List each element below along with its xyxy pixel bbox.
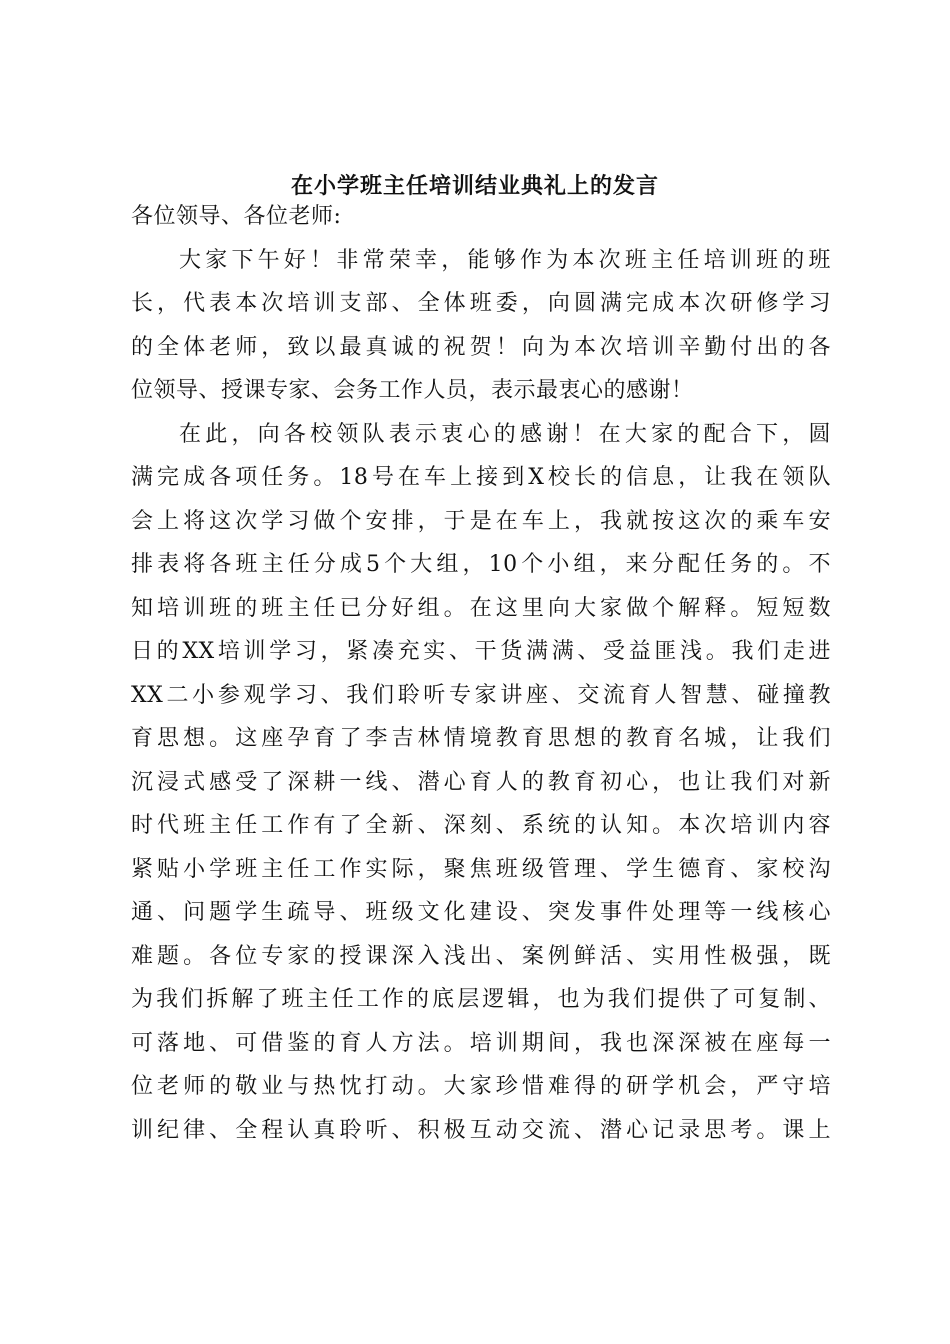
paragraph-2-line: 为我们拆解了班主任工作的底层逻辑，也为我们提供了可复制、 — [131, 987, 831, 1012]
salutation: 各位领导、各位老师: — [131, 204, 342, 229]
paragraph-2-line: 紧贴小学班主任工作实际，聚焦班级管理、学生德育、家校沟 — [131, 856, 831, 882]
paragraph-2-line: 育思想。这座孕育了李吉林情境教育思想的教育名城，让我们 — [131, 726, 831, 751]
paragraph-2-line: 难题。各位专家的授课深入浅出、案例鲜活、实用性极强，既 — [131, 943, 831, 969]
paragraph-2-line: 知培训班的班主任已分好组。在这里向大家做个解释。短短数 — [131, 595, 831, 621]
paragraph-1-line: 位领导、授课专家、会务工作人员，表示最衷心的感谢！ — [131, 378, 694, 403]
paragraph-2-line: 训纪律、全程认真聆听、积极互动交流、潜心记录思考。课上 — [131, 1117, 831, 1143]
paragraph-2-line: 通、问题学生疏导、班级文化建设、突发事件处理等一线核心 — [131, 900, 831, 925]
paragraph-2-line: 位老师的敬业与热忱打动。大家珍惜难得的研学机会，严守培 — [131, 1074, 831, 1099]
paragraph-2-line: 日的XX培训学习，紧凑充实、干货满满、受益匪浅。我们走进 — [131, 639, 831, 664]
paragraph-2-line: 会上将这次学习做个安排，于是在车上，我就按这次的乘车安 — [131, 508, 831, 534]
paragraph-2-line: 在此，向各校领队表示衷心的感谢！在大家的配合下，圆 — [179, 421, 831, 447]
paragraph-1-line: 大家下午好！非常荣幸，能够作为本次班主任培训班的班 — [179, 247, 831, 273]
document-body — [131, 195, 831, 1152]
paragraph-1-line: 长，代表本次培训支部、全体班委，向圆满完成本次研修学习 — [131, 291, 831, 316]
paragraph-2-line: XX二小参观学习、我们聆听专家讲座、交流育人智慧、碰撞教 — [131, 682, 831, 708]
paragraph-2-line: 可落地、可借鉴的育人方法。培训期间，我也深深被在座每一 — [131, 1030, 831, 1056]
paragraph-1-line: 的全体老师，致以最真诚的祝贺！向为本次培训辛勤付出的各 — [131, 334, 831, 360]
paragraph-2-line: 沉浸式感受了深耕一线、潜心育人的教育初心，也让我们对新 — [131, 769, 831, 795]
paragraph-2-line: 排表将各班主任分成5个大组，10个小组，来分配任务的。不 — [131, 552, 831, 577]
document-title: 在小学班主任培训结业典礼上的发言 — [290, 173, 659, 199]
paragraph-2-line: 时代班主任工作有了全新、深刻、系统的认知。本次培训内容 — [131, 813, 831, 838]
paragraph-2-line: 满完成各项任务。18号在车上接到X校长的信息，让我在领队 — [131, 465, 831, 490]
